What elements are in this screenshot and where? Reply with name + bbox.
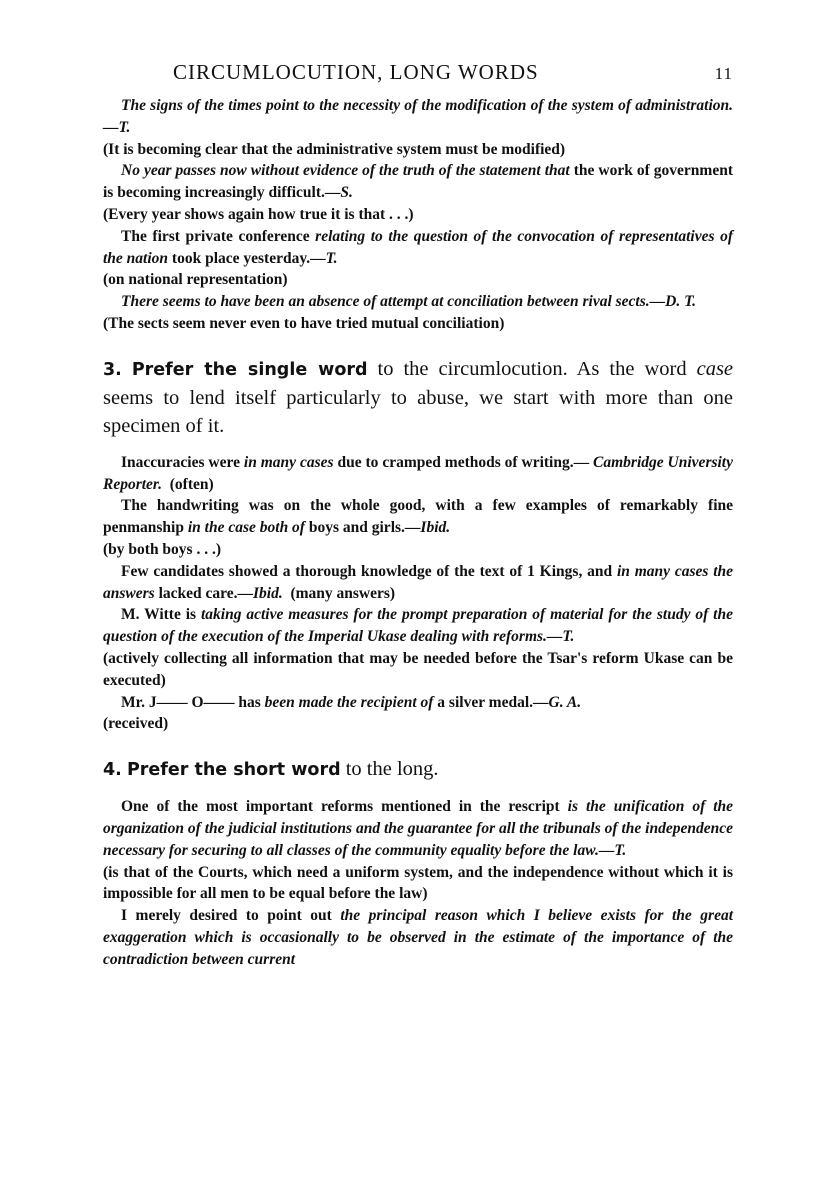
plain-text: and [587,562,613,580]
source-label: G. A. [548,693,582,711]
quoted-text: in many cases [243,453,334,471]
source-label: T. [325,249,338,267]
plain-text: boys and girls.— [308,519,421,537]
section-text: seems to lend itself particularly to abuse, we start with more than one specimen of it. [103,386,733,437]
example-paragraph [103,452,733,496]
quoted-text: There seems to have been an absence of attempt at conciliation between rival sects. [121,293,650,311]
example-paragraph [103,561,733,605]
plain-text: the work of government is becoming increasingly difficult.— [103,162,733,202]
paraphrase-note: (actively collecting all information that may be needed before the Tsar's reform Ukase can be executed) [103,649,733,689]
running-title: CIRCUMLOCUTION, LONG WORDS [173,60,539,84]
quoted-text: The signs of the times point to the necessity of the modification of the system of administration. [121,97,733,114]
source-label: —D. T. [649,293,697,311]
example-paragraph [103,796,733,861]
example-paragraph [103,692,733,714]
page [103,60,733,971]
page-number: 11 [714,64,733,83]
plain-text: M. Witte is [121,606,197,624]
source-label: —T. [103,118,131,136]
paraphrase-note: (on national representation) [103,271,288,289]
source-label: Cambridge University Reporter. [103,453,733,493]
section-number: 4. [103,760,122,781]
section-text: to the long. [345,758,439,781]
plain-text: Mr. J—— O—— has [121,693,261,711]
emphasis-word: case [696,357,734,380]
plain-text: a silver medal.— [437,693,549,711]
source-label: Ibid. [252,584,283,602]
plain-text: Few candidates showed a thorough knowledge of the text of [121,562,523,580]
example-paragraph [103,160,733,204]
paraphrase-note: (Every year shows again how true it is that . . .) [103,205,414,223]
plain-text: due to cramped methods of writing.— [337,453,590,471]
paraphrase-note: (often) [169,475,214,493]
paraphrase-note: (by both boys . . .) [103,540,221,558]
quoted-text: been made the recipient of [264,693,434,711]
plain-text: took place yesterday.— [171,249,326,267]
quoted-text: the principal reason which I believe exists for the great exaggeration which is occasionally to be observed in the estimate of the importance of the contradiction between current [103,907,734,968]
paraphrase-note: (The sects seem never even to have tried mutual conciliation) [103,314,505,332]
plain-text: lacked care.— [158,584,253,602]
plain-text: One of the most important reforms mentioned in the rescript [121,798,560,816]
section-rule: Prefer the single word [131,359,368,380]
example-paragraph [103,604,733,648]
quoted-text: taking active measures for the prompt preparation of material for the study of the question of the execution of the Imperial Ukase dealing with reforms. [103,606,733,646]
plain-text: I merely desired to point out [121,907,332,925]
paraphrase-note: (received) [103,715,169,733]
running-header [173,60,733,85]
example-paragraph [103,291,733,313]
section-4-heading [103,755,733,784]
source-label: S. [340,184,353,202]
paraphrase-note: (many answers) [290,584,396,602]
paraphrase-note: (It is becoming clear that the administrative system must be modified) [103,140,566,158]
quoted-text: in the case both of [187,519,305,537]
plain-text: The first private conference [121,227,310,245]
example-paragraph [103,495,733,539]
source-label: Ibid. [420,519,451,537]
source-label: —T. [598,841,627,859]
quoted-text: relating to the question of the convocation of representatives of the nation [103,227,733,267]
section-text: to the circumlocution. As the word [377,357,687,380]
plain-text: 1 Kings, [527,562,583,580]
plain-text: Inaccuracies were [121,453,240,471]
quoted-text: in many cases the answers [103,562,734,602]
plain-text: The handwriting was on the whole good, with a few examples of remarkably fine penmanship [103,497,733,537]
source-label: —T. [546,628,575,646]
example-paragraph [103,95,733,139]
quoted-text: is the unification of the organization of the judicial institutions and the guarantee for all the tribunals of the independence necessary for securing to all classes of the community equality before the law. [103,798,734,859]
quoted-text: No year passes now without evidence of the truth of the statement that [121,162,570,180]
section-3-heading [103,355,733,440]
section-number: 3. [103,359,122,380]
paraphrase-note: (is that of the Courts, which need a uniform system, and the independence without which it is impossible for all men to be equal before the law) [103,863,733,903]
example-paragraph [103,226,733,270]
section-rule: Prefer the short word [126,760,341,781]
example-paragraph [103,905,733,970]
